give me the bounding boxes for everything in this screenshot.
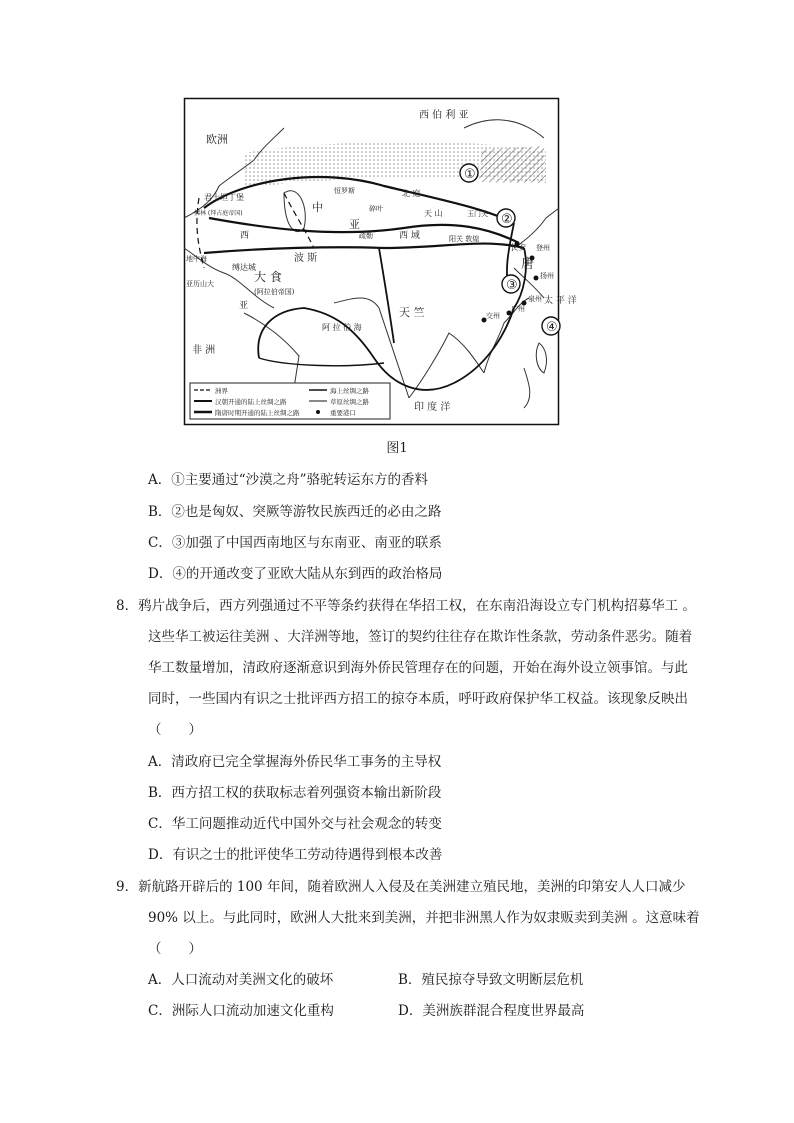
label-dashi: 大 食	[254, 270, 282, 284]
label-arabia: (阿拉伯帝国)	[254, 288, 295, 296]
q8-option-a: A．清政府已完全掌握海外侨民华工事务的主导权	[148, 754, 442, 770]
q7-option-a: A．①主要通过“沙漠之舟”骆驼转运东方的香料	[148, 472, 429, 488]
figure-caption: 图1	[386, 441, 408, 456]
q9-option-d: D．美洲族群混合程度世界最高	[398, 1003, 585, 1019]
map-legend	[190, 383, 390, 419]
label-tianzhu: 天 竺	[399, 306, 425, 319]
label-changan: 长安	[510, 243, 526, 252]
label-guangzhou: 广州	[511, 305, 525, 313]
legend-boundary: 洲界	[215, 387, 228, 395]
legend-port: 重要港口	[330, 409, 356, 417]
label-asia: 亚	[239, 301, 249, 311]
label-num3: ③	[506, 278, 518, 293]
q9-stem-line-1: 9．新航路开辟后的 100 年间，随着欧洲人入侵及在美洲建立殖民地，美洲的印第安人人口减少	[116, 879, 686, 895]
q8-stem-line-2: 这些华工被运往美洲 、大洋洲等地，签订的契约往往存在欺诈性条款，劳动条件恶劣。随着	[148, 629, 693, 645]
label-africa: 非 洲	[192, 345, 216, 356]
legend-steppe: 草原丝绸之路	[330, 398, 369, 406]
label-central-asia2: 亚	[349, 218, 360, 231]
label-beiting: 北 庭	[402, 189, 421, 198]
label-suiye: 碎叶	[369, 205, 383, 213]
label-yumenguan: 玉门关	[467, 210, 488, 218]
label-shule: 疏勒	[359, 232, 373, 240]
q8-stem-line-4: 同时，一些国内有识之士批评西方招工的掠夺本质，呼吁政府保护华工权益。该现象反映出	[148, 691, 688, 707]
legend-sea-route: 海上丝绸之路	[330, 387, 369, 395]
q8-stem-line-1: 8．鸦片战争后，西方列强通过不平等条约获得在华招工权，在东南沿海设立专门机构招募华工 。	[116, 598, 696, 614]
label-quanzhou: 泉州	[528, 295, 542, 303]
label-alexandria: 亚历山大	[186, 280, 214, 288]
label-persia: 波 斯	[294, 253, 318, 264]
label-dengzhou: 登州	[536, 244, 550, 252]
label-num2: ②	[501, 212, 513, 227]
q8-answer-blank: （ ）	[148, 722, 202, 738]
q7-option-b: B．②也是匈奴、突厥等游牧民族西迁的必由之路	[148, 504, 442, 520]
label-yangzhou: 扬州	[540, 272, 554, 280]
label-xiyu: 西 域	[399, 231, 420, 241]
label-rome: 拂林 (拜占庭帝国)	[194, 210, 243, 217]
label-indian-ocean: 印 度 洋	[414, 402, 451, 413]
label-central-asia: 中	[312, 201, 323, 214]
label-tang: 唐	[521, 257, 535, 272]
label-num1: ①	[464, 167, 476, 182]
silk-road-map	[184, 98, 577, 425]
q8-option-c: C．华工问题推动近代中国外交与社会观念的转变	[148, 816, 442, 832]
q7-option-d: D．④的开通改变了亚欧大陆从东到西的政治格局	[148, 566, 443, 582]
label-constantinople: 君士坦丁堡	[204, 193, 244, 202]
label-siberia: 西 伯 利 亚	[419, 110, 469, 121]
q8-stem-line-3: 华工数量增加，清政府逐渐意识到海外侨民管理存在的问题，开始在海外设立领事馆。与此	[148, 660, 688, 676]
label-west: 西	[240, 231, 250, 241]
q8-option-d: D．有识之士的批评使华工劳动待遇得到根本改善	[148, 847, 443, 863]
label-yangguan: 阳关 敦煌	[449, 235, 480, 243]
label-arabian-sea: 阿 拉 伯 海	[322, 323, 362, 332]
label-baghdad: 缚达城	[232, 263, 256, 272]
q8-option-b: B．西方招工权的获取标志着列强资本输出新阶段	[148, 785, 442, 801]
legend-suitang-land: 隋唐时期开通的陆上丝绸之路	[215, 409, 300, 417]
label-hengluosi: 恒罗斯	[334, 187, 355, 195]
legend-han-land: 汉朝开通的陆上丝绸之路	[215, 398, 287, 406]
q9-option-a: A．人口流动对美洲文化的破坏	[148, 972, 334, 988]
hatched-area	[479, 146, 546, 183]
label-jiaozhou: 交州	[486, 312, 500, 320]
q7-option-c: C．③加强了中国西南地区与东南亚、南亚的联系	[148, 535, 442, 551]
q9-option-c: C．洲际人口流动加速文化重构	[148, 1003, 334, 1019]
q9-answer-blank: （ ）	[148, 941, 202, 957]
label-europe: 欧洲	[206, 133, 228, 146]
label-tianshan: 天 山	[424, 209, 443, 218]
q9-stem-line-2: 90% 以上。与此同时，欧洲人大批来到美洲，并把非洲黑人作为奴隶贩卖到美洲 。这意味着	[148, 910, 700, 926]
label-mediterranean: 地中海	[186, 255, 207, 263]
q9-option-b: B．殖民掠夺导致文明断层危机	[398, 972, 584, 988]
label-pacific: 太 平 洋	[544, 296, 577, 306]
label-num4: ④	[546, 320, 558, 335]
